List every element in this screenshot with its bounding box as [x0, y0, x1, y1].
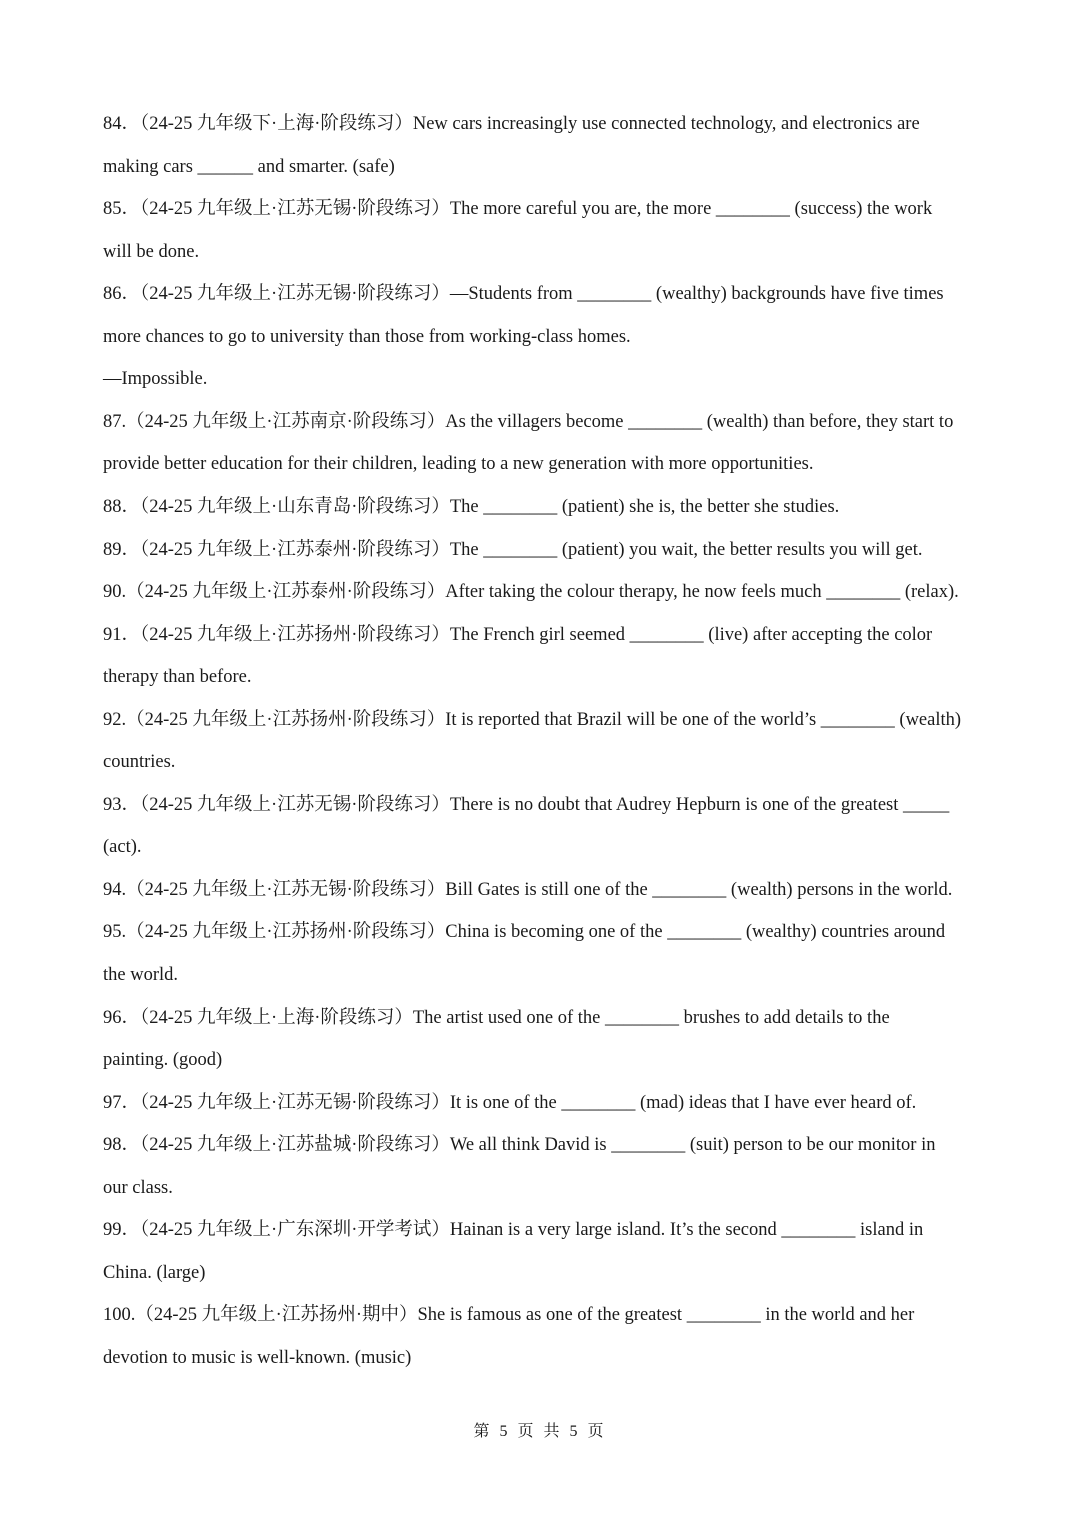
- question-line: 86．（24-25 九年级上·江苏无锡·阶段练习）—Students from ________ (wealthy) backgrounds have five times: [103, 284, 944, 305]
- question-continuation-line: (act).: [103, 837, 142, 858]
- question-line: 98．（24-25 九年级上·江苏盐城·阶段练习）We all think David is ________ (suit) person to be our monitor in: [103, 1135, 936, 1156]
- question-line: 96．（24-25 九年级上·上海·阶段练习）The artist used one of the ________ brushes to add details to the: [103, 1007, 890, 1028]
- question-line: 89．（24-25 九年级上·江苏泰州·阶段练习）The ________ (patient) you wait, the better results you will get.: [103, 539, 923, 560]
- question-continuation-line: making cars ______ and smarter. (safe): [103, 156, 395, 177]
- question-continuation-line: therapy than before.: [103, 667, 252, 688]
- question-line: 99．（24-25 九年级上·广东深圳·开学考试）Hainan is a very large island. It’s the second ________ island in: [103, 1220, 924, 1241]
- page-footer: 第 5 页 共 5 页: [473, 1423, 607, 1440]
- question-line: 100.（24-25 九年级上·江苏扬州·期中）She is famous as one of the greatest ________ in the world and her: [103, 1305, 915, 1326]
- question-continuation-line: devotion to music is well-known. (music): [103, 1347, 412, 1368]
- question-continuation-line: China. (large): [103, 1262, 206, 1283]
- question-line: 95.（24-25 九年级上·江苏扬州·阶段练习）China is becoming one of the ________ (wealthy) countries around: [103, 922, 946, 943]
- question-continuation-line: the world.: [103, 965, 179, 985]
- question-line: 85．（24-25 九年级上·江苏无锡·阶段练习）The more careful you are, the more ________ (success) the work: [103, 199, 933, 220]
- question-line: 93．（24-25 九年级上·江苏无锡·阶段练习）There is no doubt that Audrey Hepburn is one of the greatest _____: [103, 794, 950, 815]
- question-continuation-line: —Impossible.: [103, 369, 208, 390]
- question-continuation-line: painting. (good): [103, 1050, 223, 1071]
- question-continuation-line: will be done.: [103, 241, 200, 262]
- question-line: 94.（24-25 九年级上·江苏无锡·阶段练习）Bill Gates is still one of the ________ (wealth) persons in the world.: [103, 879, 953, 900]
- question-line: 87.（24-25 九年级上·江苏南京·阶段练习）As the villagers become ________ (wealth) than before, they start to: [103, 411, 954, 432]
- question-continuation-line: our class.: [103, 1177, 173, 1198]
- question-continuation-line: countries.: [103, 752, 176, 773]
- question-line: 90.（24-25 九年级上·江苏泰州·阶段练习）After taking the colour therapy, he now feels much ________ (relax).: [103, 582, 959, 603]
- question-line: 91．（24-25 九年级上·江苏扬州·阶段练习）The French girl seemed ________ (live) after accepting the color: [103, 624, 933, 645]
- question-continuation-line: provide better education for their children, leading to a new generation with more opportunities.: [103, 454, 814, 475]
- question-line: 97．（24-25 九年级上·江苏无锡·阶段练习）It is one of the ________ (mad) ideas that I have ever heard of.: [103, 1092, 917, 1113]
- question-continuation-line: more chances to go to university than those from working-class homes.: [103, 326, 631, 347]
- question-line: 88．（24-25 九年级上·山东青岛·阶段练习）The ________ (patient) she is, the better she studies.: [103, 496, 840, 517]
- question-line: 84．（24-25 九年级下·上海·阶段练习）New cars increasingly use connected technology, and electronics are: [103, 114, 920, 134]
- question-line: 92.（24-25 九年级上·江苏扬州·阶段练习）It is reported that Brazil will be one of the world’s ________ (wealth): [103, 709, 962, 730]
